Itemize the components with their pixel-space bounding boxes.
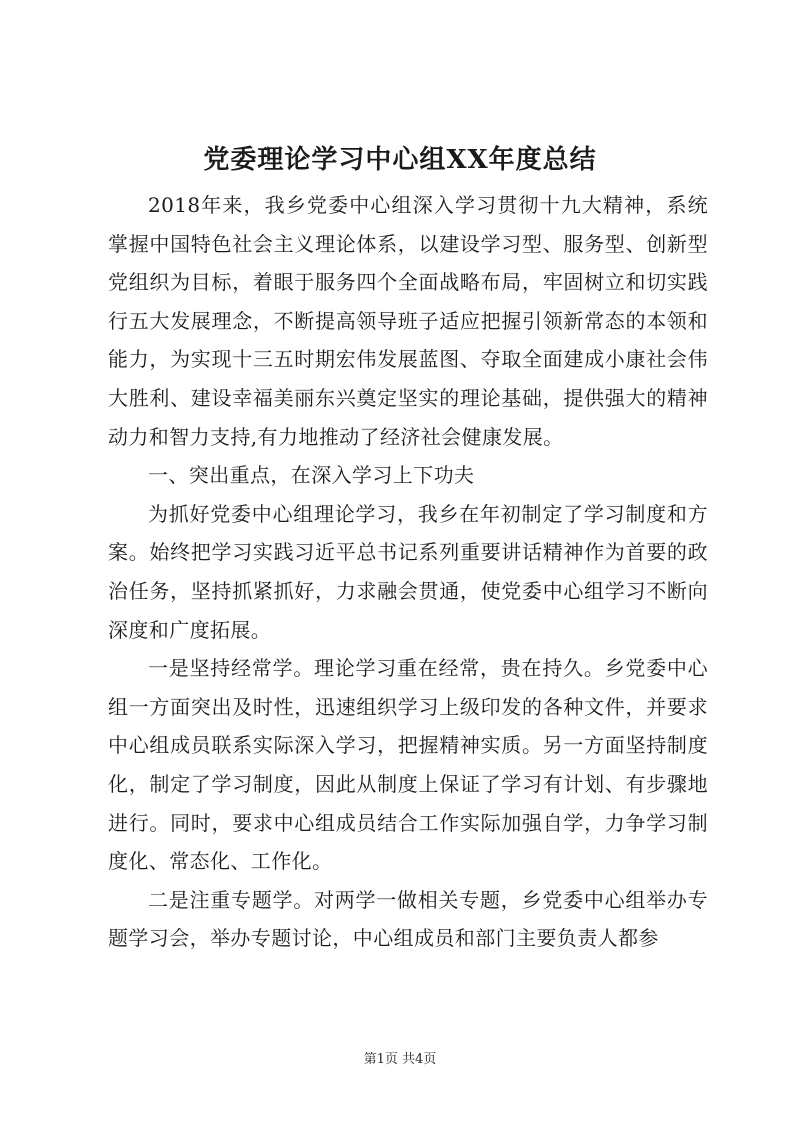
document-body	[108, 186, 708, 958]
paragraph-study-plan: 为抓好党委中心组理论学习，我乡在年初制定了学习制度和方案。始终把学习实践习近平总书记系列重要讲话精神作为首要的政治任务，坚持抓紧抓好，力求融会贯通，使党委中心组学习不断向深度和广度拓展。	[108, 501, 708, 642]
paragraph-regular-study: 一是坚持经常学。理论学习重在经常，贵在持久。乡党委中心组一方面突出及时性，迅速组织学习上级印发的各种文件，并要求中心组成员联系实际深入学习，把握精神实质。另一方面坚持制度化，制定了学习制度，因此从制度上保证了学习有计划、有步骤地进行。同时，要求中心组成员结合工作实际加强自学，力争学习制度化、常态化、工作化。	[108, 656, 708, 874]
paragraph-intro: 2018年来，我乡党委中心组深入学习贯彻十九大精神，系统掌握中国特色社会主义理论体系，以建设学习型、服务型、创新型党组织为目标，着眼于服务四个全面战略布局，牢固树立和切实践行五大发展理念，不断提高领导班子适应把握引领新常态的本领和能力，为实现十三五时期宏伟发展蓝图、夺取全面建成小康社会伟大胜利、建设幸福美丽东兴奠定坚实的理论基础，提供强大的精神动力和智力支持,有力地推动了经济社会健康发展。	[108, 193, 708, 449]
page-footer: 第1页 共4页	[363, 1052, 437, 1067]
paragraph-topic-study: 二是注重专题学。对两学一做相关专题，乡党委中心组举办专题学习会，举办专题讨论，中心组成员和部门主要负责人都参	[108, 887, 708, 951]
section-heading: 一、突出重点，在深入学习上下功夫	[148, 463, 475, 488]
document-title: 党委理论学习中心组XX年度总结	[203, 145, 597, 175]
